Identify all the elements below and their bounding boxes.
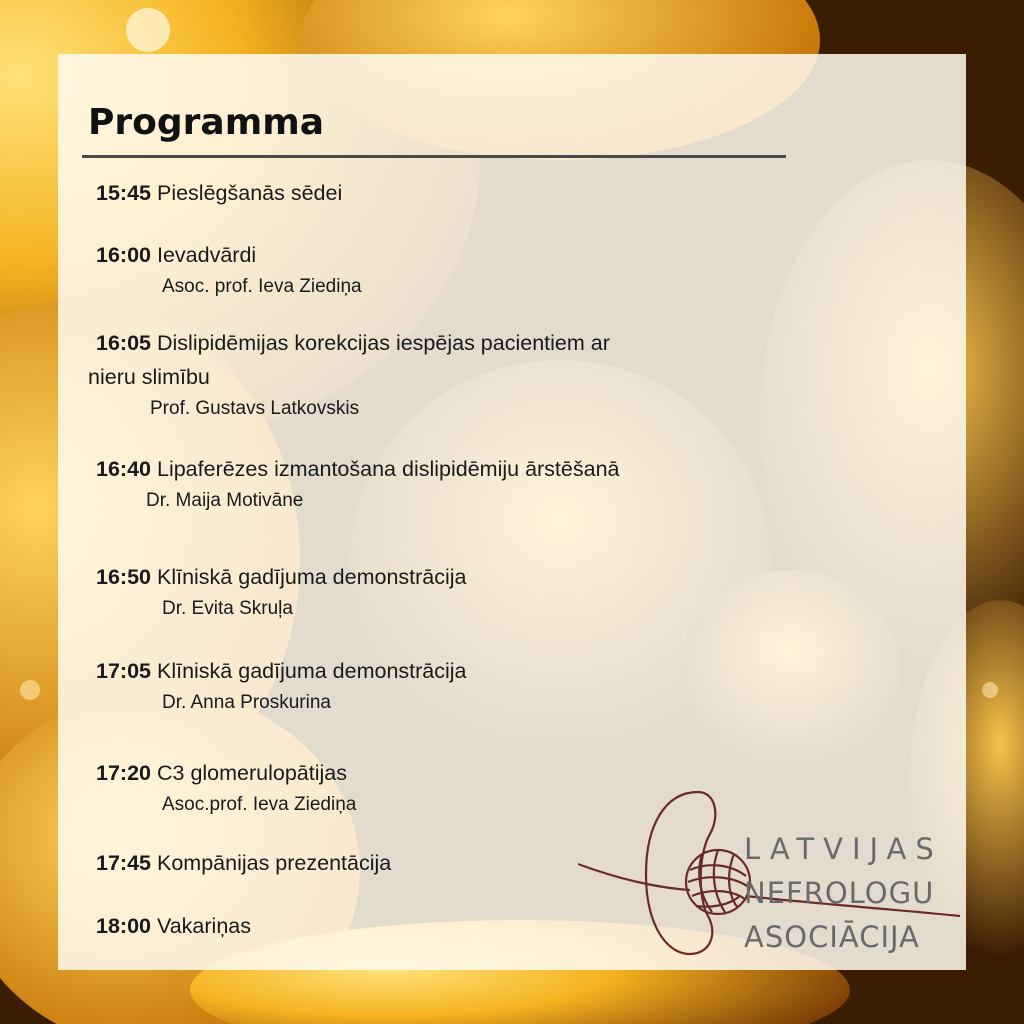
program-title: Dislipidēmijas korekcijas iespējas pacientiem ar (156, 331, 610, 355)
program-time: 16:50 (96, 565, 151, 589)
program-item-line (96, 560, 776, 594)
logo-line-1: LATVIJAS (744, 832, 943, 866)
program-item (96, 238, 776, 302)
program-time: 15:45 (96, 181, 151, 205)
program-speaker: Asoc.prof. Ieva Ziediņa (162, 794, 357, 815)
program-item-line (96, 452, 796, 486)
program-item-line (88, 326, 788, 360)
program-speaker: Dr. Maija Motivāne (146, 490, 304, 511)
logo-line-3: ASOCIĀCIJA (744, 920, 920, 954)
program-item-line (96, 654, 776, 688)
program-item-line (96, 238, 776, 272)
logo-line-2: NEFROLOGU (744, 876, 935, 910)
program-item-line (96, 176, 776, 210)
program-time: 17:45 (96, 851, 151, 875)
program-time: 16:05 (96, 331, 151, 355)
program-item (96, 176, 776, 210)
program-time: 16:40 (96, 457, 151, 481)
program-speaker: Asoc. prof. Ieva Ziediņa (162, 276, 362, 297)
program-item (96, 654, 776, 718)
program-title: Ievadvārdi (156, 243, 257, 267)
program-time: 17:20 (96, 761, 151, 785)
program-panel (58, 54, 966, 970)
program-title: C3 glomerulopātijas (156, 761, 347, 785)
program-speaker: Dr. Evita Skruļa (162, 598, 293, 619)
title-divider (82, 155, 786, 158)
program-time: 18:00 (96, 914, 151, 938)
program-title: Klīniskā gadījuma demonstrācija (156, 659, 467, 683)
program-time: 17:05 (96, 659, 151, 683)
program-title-continued: nieru slimību (88, 365, 210, 389)
program-title: Lipaferēzes izmantošana dislipidēmiju ārstēšanā (156, 457, 620, 481)
program-title: Pieslēgšanās sēdei (156, 181, 343, 205)
program-time: 16:00 (96, 243, 151, 267)
program-speaker: Prof. Gustavs Latkovskis (150, 398, 360, 419)
program-item (88, 326, 788, 424)
program-speaker: Dr. Anna Proskurina (162, 692, 331, 713)
program-title: Klīniskā gadījuma demonstrācija (156, 565, 467, 589)
program-item (96, 560, 776, 624)
page-title: Programma (88, 102, 325, 143)
program-title: Kompānijas prezentācija (156, 851, 392, 875)
program-item (96, 452, 796, 516)
program-title: Vakariņas (156, 914, 251, 938)
